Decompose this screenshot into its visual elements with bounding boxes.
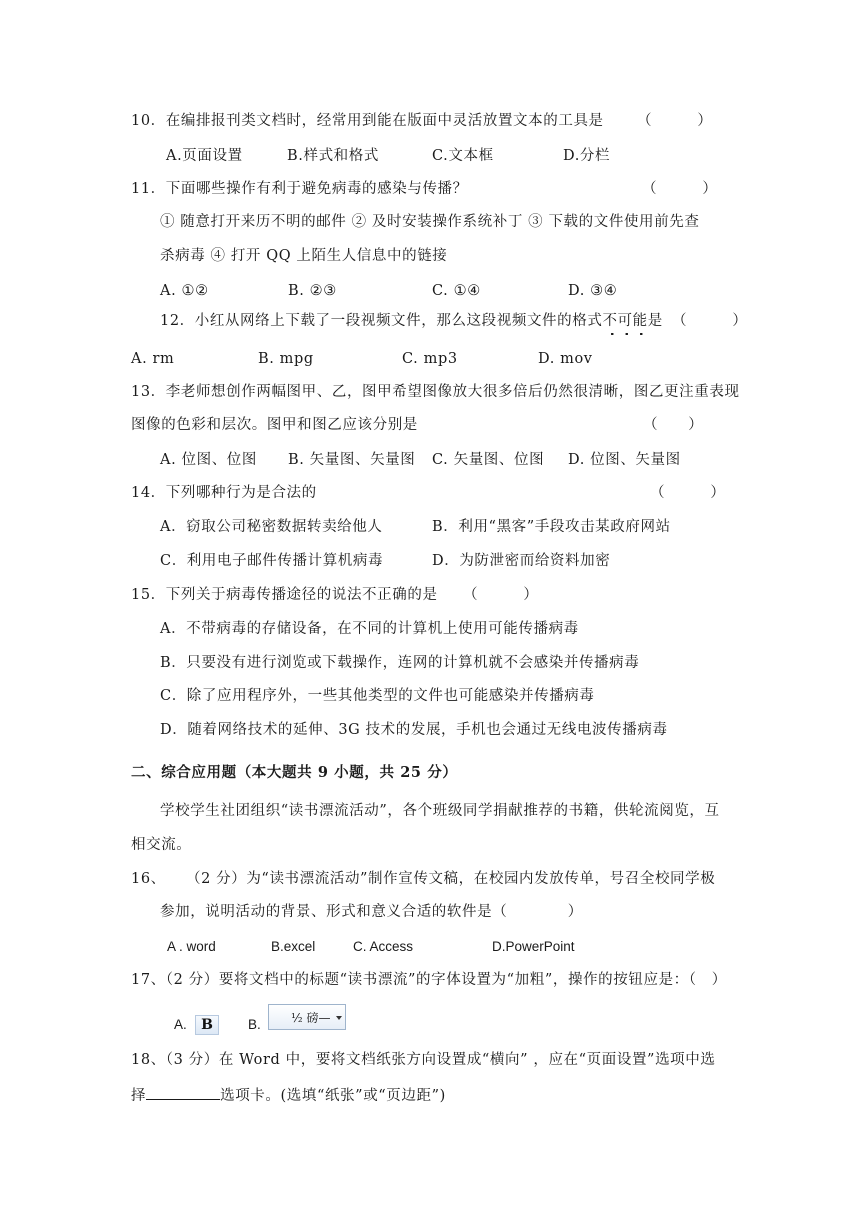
q10-stem	[131, 111, 604, 131]
q11-option-a: A. ①②	[160, 283, 209, 299]
q11-items-line1: ① 随意打开来历不明的邮件 ② 及时安装操作系统补丁 ③ 下载的文件使用前先查	[160, 214, 700, 230]
q12-stem-emphasis: 不可能	[602, 313, 648, 329]
q13-option-a: A. 位图、位图	[160, 452, 257, 468]
q14-option-c: C．利用电子邮件传播计算机病毒	[160, 553, 384, 569]
q12-option-d: D. mov	[538, 351, 593, 367]
q11-items-line2: 杀病毒 ④ 打开 QQ 上陌生人信息中的链接	[160, 248, 448, 264]
line-weight-dropdown-icon	[268, 1004, 346, 1030]
q12-option-c: C. mp3	[402, 351, 458, 367]
q18-answer-blank	[146, 1084, 220, 1100]
q11-option-c: C. ①④	[432, 283, 481, 299]
q17-stem: 17、（2 分）要将文档中的标题“读书漂流”的字体设置为“加粗”，操作的按钮应是：（ ）	[131, 972, 727, 988]
q14-answer-paren: （ ）	[650, 485, 726, 501]
q10-stem-text: 10．在编排报刊类文档时，经常用到能在版面中灵活放置文本的工具是	[131, 113, 604, 129]
q12-stem	[160, 311, 663, 331]
q10-option-a: A.页面设置	[166, 148, 243, 164]
line-weight-combo-text: ½ 磅—	[291, 1011, 331, 1025]
q10-option-b: B.样式和格式	[287, 148, 379, 164]
q18-stem-line2	[131, 1084, 446, 1106]
q17-option-a-label: A.	[174, 1017, 187, 1032]
q14-option-d: D．为防泄密而给资料加密	[432, 553, 611, 569]
q12-stem-before: 12．小红从网络上下载了一段视频文件，那么这段视频文件的格式	[160, 313, 603, 329]
q15-stem: 15．下列关于病毒传播途径的说法不正确的是	[131, 587, 438, 603]
q12-stem-after: 是	[647, 313, 663, 329]
chevron-down-icon	[336, 1016, 342, 1020]
q12-option-a: A. rm	[131, 351, 175, 367]
q16-stem-line2: 参加，说明活动的背景、形式和意义合适的软件是（ ）	[160, 904, 583, 920]
q15-option-c: C．除了应用程序外，一些其他类型的文件也可能感染并传播病毒	[160, 688, 595, 704]
q10-answer-paren: （ ）	[637, 113, 713, 129]
q11-option-b: B. ②③	[288, 283, 337, 299]
q11-option-d: D. ③④	[568, 283, 618, 299]
section2-intro-line1: 学校学生社团组织“读书漂流活动”，各个班级同学捐献推荐的书籍，供轮流阅览，互	[160, 803, 720, 819]
q18-stem-line1: 18、（3 分）在 Word 中，要将文档纸张方向设置成“横向” ，应在“页面设置”选项中选	[131, 1052, 716, 1068]
q16-option-a: A . word	[167, 939, 216, 954]
q15-option-d: D．随着网络技术的延伸、3G 技术的发展，手机也会通过无线电波传播病毒	[160, 722, 668, 738]
q12-option-b: B. mpg	[258, 351, 314, 367]
q13-stem-line1: 13．李老师想创作两幅图甲、乙，图甲希望图像放大很多倍后仍然很清晰，图乙更注重表现	[131, 384, 740, 400]
q13-option-b: B. 矢量图、矢量图	[288, 452, 416, 468]
q16-option-b: B.excel	[271, 939, 316, 954]
q13-answer-paren: （ ）	[643, 417, 704, 433]
q11-stem: 11．下面哪些操作有利于避免病毒的感染与传播？	[131, 181, 468, 197]
q13-option-c: C. 矢量图、位图	[432, 452, 545, 468]
q16-option-d: D.PowerPoint	[492, 939, 575, 954]
q11-answer-paren: （ ）	[642, 181, 718, 197]
q12-answer-paren: （ ）	[672, 313, 748, 329]
section2-heading: 二、综合应用题（本大题共 9 小题，共 25 分）	[131, 764, 458, 781]
q16-stem-line1: （2 分）为“读书漂流活动”制作宣传文稿，在校园内发放传单，号召全校同学极	[186, 871, 716, 887]
q16-option-c: C. Access	[353, 939, 414, 954]
q17-option-b-label: B.	[248, 1017, 261, 1032]
q15-option-b: B．只要没有进行浏览或下载操作，连网的计算机就不会感染并传播病毒	[160, 655, 640, 671]
q15-answer-paren: （ ）	[463, 587, 539, 603]
q18-stem-line2-before: 择	[131, 1088, 147, 1104]
q14-option-a: A．窃取公司秘密数据转卖给他人	[160, 519, 383, 535]
q10-option-d: D.分栏	[563, 148, 611, 164]
q13-option-d: D. 位图、矢量图	[568, 452, 681, 468]
q15-option-a: A．不带病毒的存储设备，在不同的计算机上使用可能传播病毒	[160, 621, 579, 637]
q10-option-c: C.文本框	[432, 148, 494, 164]
q18-stem-line2-after: 选项卡。(选填“纸张”或“页边距”)	[220, 1088, 446, 1104]
q16-number: 16、	[131, 871, 166, 887]
section2-intro-line2: 相交流。	[131, 837, 192, 853]
q14-option-b: B．利用“黑客”手段攻击某政府网站	[432, 519, 671, 535]
q13-stem-line2: 图像的色彩和层次。图甲和图乙应该分别是	[131, 417, 418, 433]
q14-stem: 14．下列哪种行为是合法的	[131, 485, 317, 501]
bold-toolbar-button-icon: B	[195, 1015, 219, 1035]
